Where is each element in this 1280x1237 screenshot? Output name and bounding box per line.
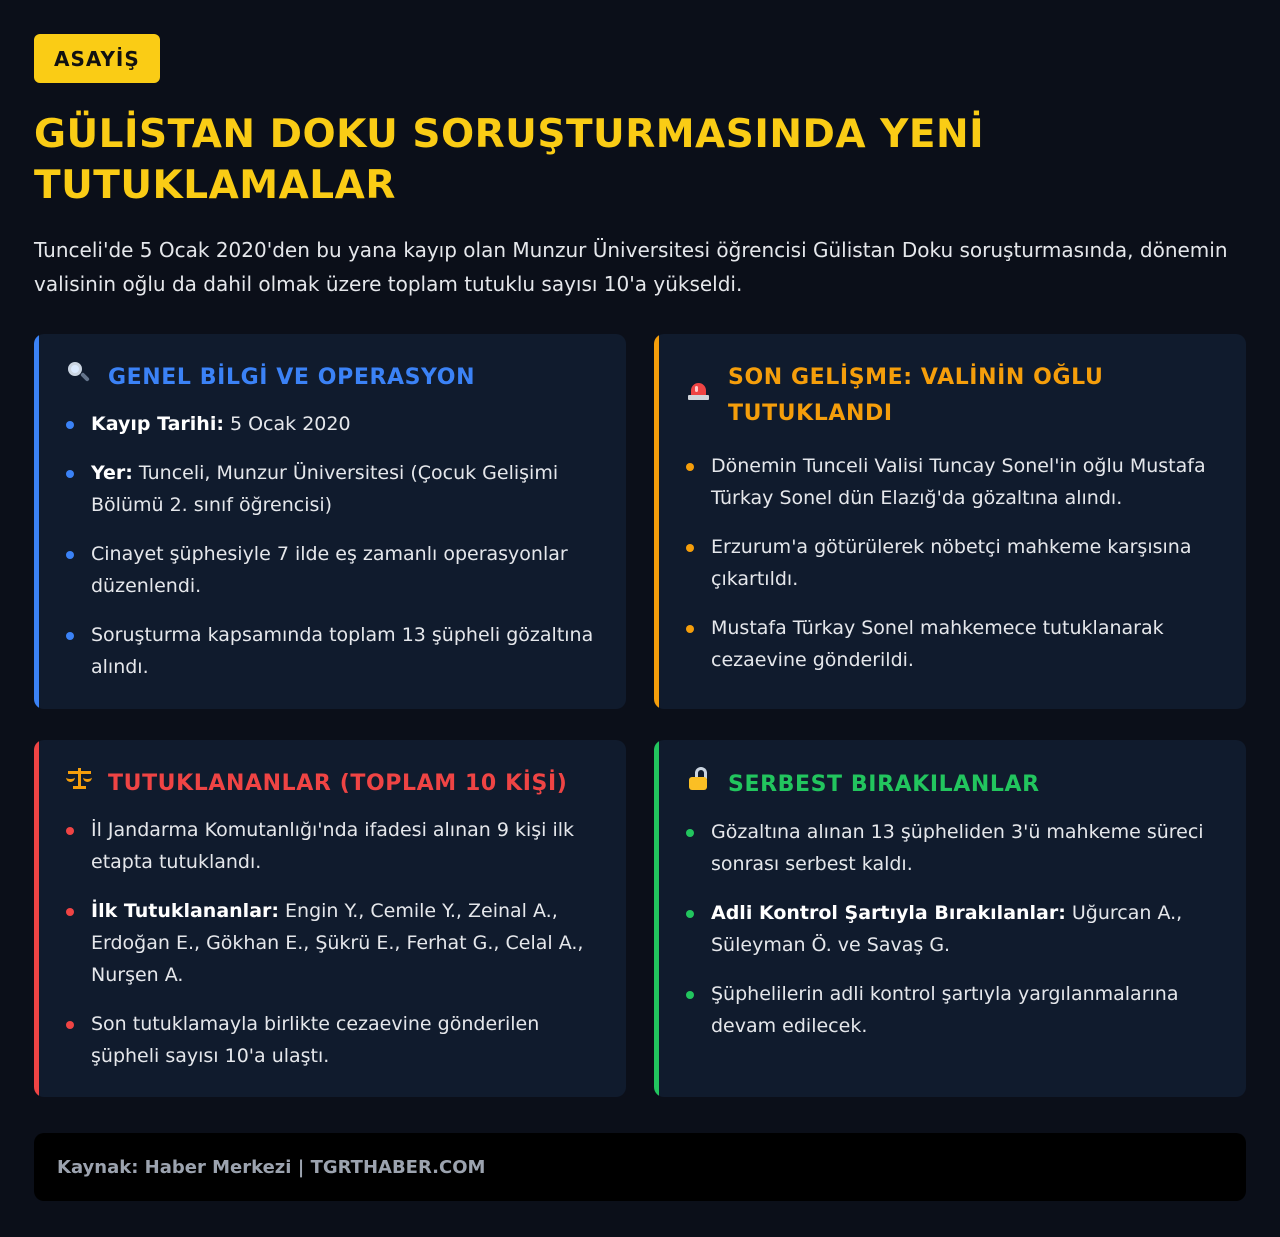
list-item: Cinayet şüphesiyle 7 ilde eş zamanlı operasyonlar düzenlendi. [66, 538, 598, 602]
list-item: Yer: Tunceli, Munzur Üniversitesi (Çocuk Gelişimi Bölümü 2. sınıf öğrencisi) [66, 457, 598, 521]
list-item: Soruşturma kapsamında toplam 13 şüpheli gözaltına alındı. [66, 619, 598, 683]
list-item: Erzurum'a götürülerek nöbetçi mahkeme karşısına çıkartıldı. [686, 531, 1218, 595]
card-detained [34, 740, 626, 1097]
card-released [654, 740, 1246, 1097]
list-item: Gözaltına alınan 13 şüpheliden 3'ü mahkeme süreci sonrası serbest kaldı. [686, 816, 1218, 880]
siren-icon [686, 378, 728, 414]
search-icon [66, 360, 108, 396]
list-item: Kayıp Tarihi: 5 Ocak 2020 [66, 408, 598, 440]
list-item: Son tutuklamayla birlikte cezaevine gönderilen şüpheli sayısı 10'a ulaştı. [66, 1008, 598, 1072]
source-text: Kaynak: Haber Merkezi | TGRTHABER.COM [57, 1156, 486, 1178]
card-general-info [34, 334, 626, 709]
list-item: Mustafa Türkay Sonel mahkemece tutuklanarak cezaevine gönderildi. [686, 612, 1218, 676]
lead-paragraph: Tunceli'de 5 Ocak 2020'den bu yana kayıp olan Munzur Üniversitesi öğrencisi Gülistan Doku soruşturmasında, dönemin valisinin oğlu da dahil olmak üzere toplam tutuklu sayısı 10'a yükseldi. [34, 238, 1228, 296]
category-badge: ASAYİŞ [34, 34, 160, 83]
card-list [66, 408, 598, 683]
card-title: GENEL BİLGİ VE OPERASYON [108, 365, 476, 390]
list-item: Adli Kontrol Şartıyla Bırakılanlar: Uğurcan A., Süleyman Ö. ve Savaş G. [686, 897, 1218, 961]
scale-icon [66, 766, 108, 802]
card-title: TUTUKLANANLAR (TOPLAM 10 KİŞİ) [108, 771, 568, 796]
list-item: İl Jandarma Komutanlığı'nda ifadesi alınan 9 kişi ilk etapta tutuklandı. [66, 814, 598, 878]
unlock-icon [686, 766, 728, 804]
card-title: SON GELİŞME: VALİNİN OĞLU TUTUKLANDI [728, 365, 1104, 426]
card-title: SERBEST BIRAKILANLAR [728, 772, 1040, 797]
source-footer [34, 1133, 1246, 1201]
list-item: Şüphelilerin adli kontrol şartıyla yargılanmalarına devam edilecek. [686, 978, 1218, 1042]
list-item: İlk Tutuklananlar: Engin Y., Cemile Y., Zeinal A., Erdoğan E., Gökhan E., Şükrü E., Ferhat G., Celal A., Nurşen A. [66, 895, 598, 991]
list-item: Dönemin Tunceli Valisi Tuncay Sonel'in oğlu Mustafa Türkay Sonel dün Elazığ'da gözaltına alındı. [686, 450, 1218, 514]
card-list [66, 814, 598, 1072]
card-list [686, 450, 1218, 676]
card-latest-development [654, 334, 1246, 709]
page-title: GÜLİSTAN DOKU SORUŞTURMASINDA YENİ TUTUKLAMALAR [34, 112, 985, 208]
card-list [686, 816, 1218, 1042]
article [34, 34, 1246, 301]
